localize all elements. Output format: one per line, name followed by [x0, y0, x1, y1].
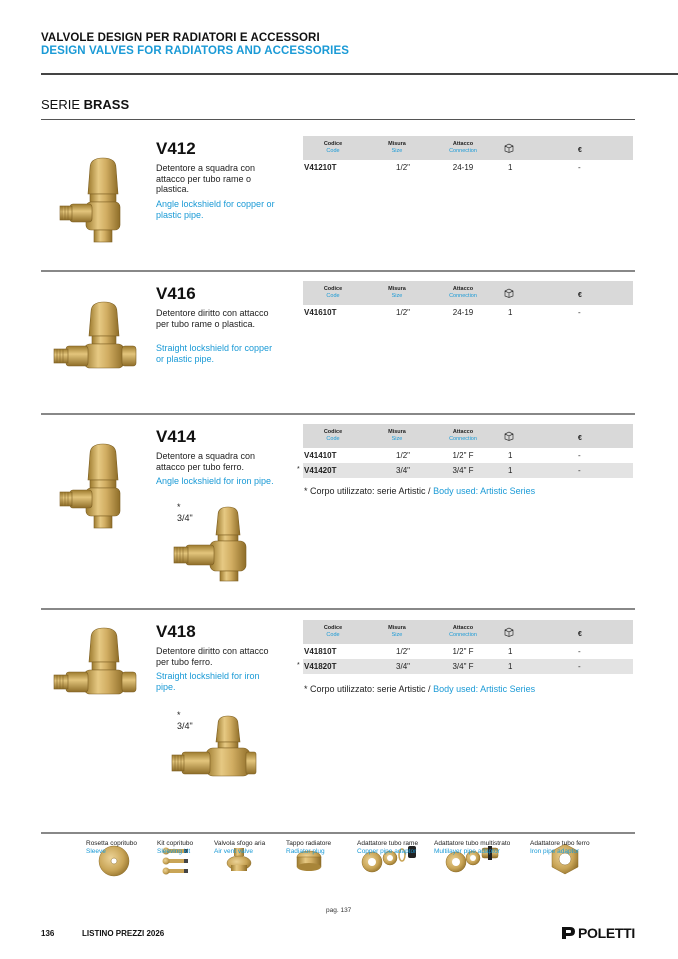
col-code: Codice Code: [323, 286, 343, 299]
valve-straight-artistic-image: [168, 712, 258, 792]
accessory-item: Valvola sfogo aria Air vent valve: [214, 840, 266, 855]
col-size: Misura Size: [388, 429, 406, 442]
col-price: €: [578, 292, 582, 299]
col-connection: Attacco Connection: [449, 429, 477, 442]
brand-name: POLETTI: [578, 925, 636, 941]
table-header: [303, 136, 633, 160]
serie-name: BRASS: [83, 97, 130, 112]
variant-label: * 3/4": [177, 502, 193, 523]
col-price: €: [578, 631, 582, 638]
accessory-item: Kit copritubo Sleeving kit: [157, 840, 194, 855]
valve-angle-artistic-image: [170, 503, 250, 583]
page-reference: pag. 137: [326, 907, 352, 914]
header-divider: [41, 73, 678, 75]
product-table: [303, 281, 633, 320]
accessory-item: Adattatore tubo rame Copper pipe adaptor: [357, 840, 419, 855]
body-note: * Corpo utilizzato: serie Artistic / Body used: Artistic Series: [304, 684, 536, 694]
product-code-v412: V412: [156, 139, 196, 158]
col-code: Codice Code: [323, 625, 343, 638]
brand-logo: [560, 924, 635, 942]
body-note: * Corpo utilizzato: serie Artistic / Body used: Artistic Series: [304, 486, 536, 496]
table-header: [303, 620, 633, 644]
box-icon: [504, 627, 514, 637]
table-row: V41610T 1/2" 24-19 1 -: [304, 308, 581, 317]
col-connection: Attacco Connection: [449, 141, 477, 154]
product-code-v418: V418: [156, 622, 196, 641]
valve-straight-image: [50, 622, 140, 712]
col-size: Misura Size: [388, 286, 406, 299]
product-code-v416: V416: [156, 284, 196, 303]
col-code: Codice Code: [323, 429, 343, 442]
product-table: [303, 136, 633, 175]
accessory-item: Adattatore tubo multistrato Multilayer pipe adaptor: [434, 840, 511, 855]
product-desc-en: Straight lockshield for copper or plastic pipe.: [156, 343, 273, 364]
section-divider: [41, 608, 635, 610]
footer-title: LISTINO PREZZI 2026: [82, 929, 165, 938]
box-icon: [504, 143, 514, 153]
product-desc-en: Straight lockshield for iron pipe.: [156, 671, 260, 692]
valve-straight-image: [50, 296, 140, 386]
page-header: [41, 32, 349, 57]
accessories-divider: [41, 832, 635, 834]
section-divider: [41, 270, 635, 272]
table-row: * V41420T 3/4" 3/4" F 1 -: [303, 463, 633, 478]
accessory-item: Tappo radiatore Radiator plug: [286, 840, 332, 855]
product-code-v414: V414: [156, 427, 196, 446]
accessory-item: Rosetta copritubo Sleeve: [86, 840, 137, 855]
product-desc-it: Detentore diritto con attacco per tubo ferro.: [156, 646, 269, 667]
col-price: €: [578, 147, 582, 154]
table-row: * V41820T 3/4" 3/4" F 1 -: [303, 659, 633, 674]
valve-angle-image: [52, 436, 132, 531]
accessory-item: Adattatore tubo ferro Iron pipe adaptor: [530, 840, 590, 855]
section-divider: [41, 413, 635, 415]
col-code: Codice Code: [323, 141, 343, 154]
page-number: 136: [41, 929, 55, 938]
serie-title: [41, 97, 129, 112]
product-desc-it: Detentore a squadra con attacco per tubo rame o plastica.: [156, 163, 256, 194]
col-size: Misura Size: [388, 141, 406, 154]
col-price: €: [578, 435, 582, 442]
box-icon: [504, 288, 514, 298]
col-connection: Attacco Connection: [449, 625, 477, 638]
table-row: V41210T 1/2" 24-19 1 -: [304, 163, 581, 172]
table-header: [303, 281, 633, 305]
variant-label: * 3/4": [177, 710, 193, 731]
product-table: [297, 620, 633, 674]
serie-prefix: SERIE: [41, 97, 81, 112]
valve-angle-image: [52, 150, 132, 245]
product-desc-it: Detentore diritto con attacco per tubo rame o plastica.: [156, 308, 269, 329]
col-size: Misura Size: [388, 625, 406, 638]
table-row: V41410T 1/2" 1/2" F 1 -: [304, 451, 581, 460]
header-title-en: DESIGN VALVES FOR RADIATORS AND ACCESSORIES: [41, 45, 350, 57]
product-table: [297, 424, 633, 478]
header-title-it: VALVOLE DESIGN PER RADIATORI E ACCESSORI: [41, 32, 320, 44]
product-desc-en: Angle lockshield for copper or plastic pipe.: [156, 199, 275, 220]
box-icon: [504, 431, 514, 441]
product-desc-en: Angle lockshield for iron pipe.: [156, 476, 274, 486]
product-desc-it: Detentore a squadra con attacco per tubo ferro.: [156, 451, 256, 472]
serie-divider: [41, 119, 635, 120]
poletti-logo-icon: [560, 926, 576, 940]
col-connection: Attacco Connection: [449, 286, 477, 299]
table-row: V41810T 1/2" 1/2" F 1 -: [304, 647, 581, 656]
table-header: [303, 424, 633, 448]
